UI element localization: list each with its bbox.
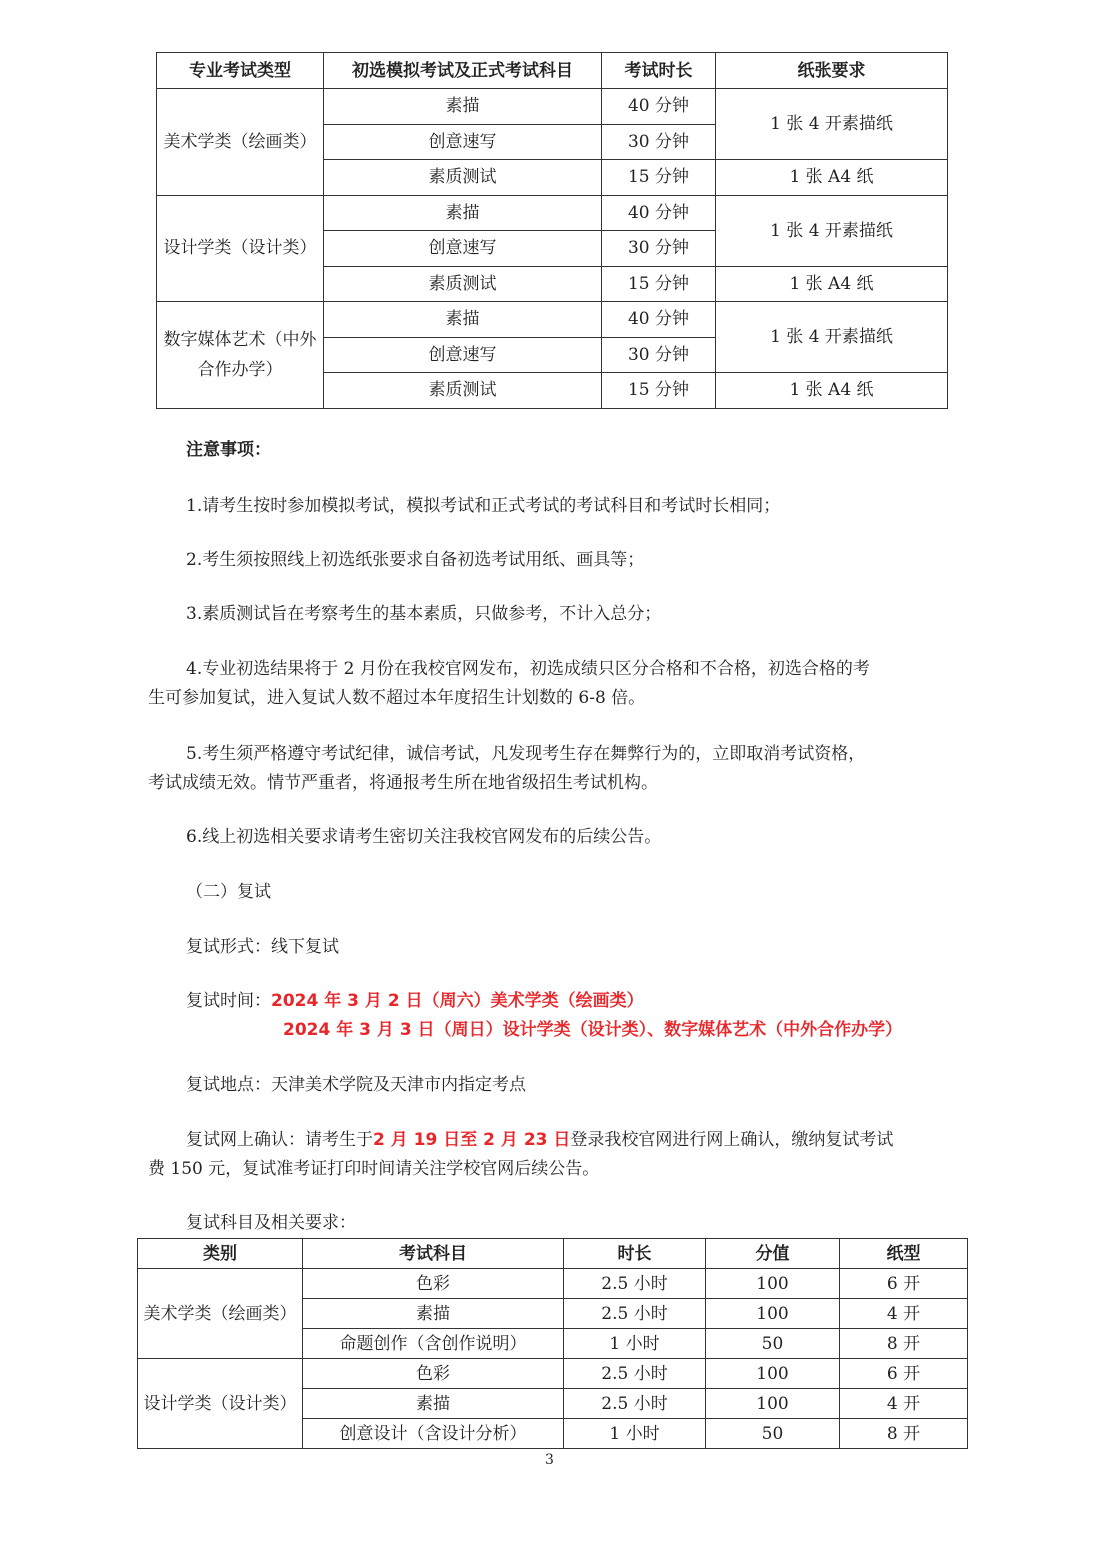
duration-cell: 30 分钟 — [602, 337, 716, 373]
retest-time-label: 复试时间： — [186, 991, 271, 1011]
note-item: 1.请考生按时参加模拟考试，模拟考试和正式考试的考试科目和考试时长相同； — [186, 496, 781, 516]
subject-cell: 素质测试 — [324, 266, 602, 302]
duration-cell: 30 分钟 — [602, 124, 716, 160]
section-title: （二）复试 — [186, 882, 271, 902]
category-cell: 设计学类（设计类） — [138, 1359, 303, 1449]
duration-cell: 2.5 小时 — [564, 1299, 706, 1329]
duration-cell: 40 分钟 — [602, 302, 716, 338]
duration-cell: 15 分钟 — [602, 266, 716, 302]
subject-cell: 创意速写 — [324, 231, 602, 267]
score-cell: 50 — [706, 1419, 840, 1449]
paper-cell: 8 开 — [840, 1329, 968, 1359]
subject-cell: 创意速写 — [324, 124, 602, 160]
header-cell: 纸型 — [840, 1239, 968, 1269]
note-item: 3.素质测试旨在考察考生的基本素质，只做参考，不计入总分； — [186, 604, 662, 624]
header-cell: 专业考试类型 — [157, 53, 324, 89]
table-row — [157, 89, 948, 125]
retest-form-value: 线下复试 — [271, 937, 339, 957]
category-cell: 数字媒体艺术（中外合作办学） — [157, 302, 324, 409]
retest-time-line1: 2024 年 3 月 2 日（周六）美术学类（绘画类） — [271, 991, 644, 1011]
duration-cell: 15 分钟 — [602, 373, 716, 409]
duration-cell: 2.5 小时 — [564, 1359, 706, 1389]
paper-cell: 1 张 A4 纸 — [716, 160, 948, 196]
paper-cell: 6 开 — [840, 1359, 968, 1389]
subject-cell: 素描 — [303, 1389, 564, 1419]
retest-form — [186, 933, 339, 962]
note-item: 6.线上初选相关要求请考生密切关注我校官网发布的后续公告。 — [186, 827, 662, 847]
preliminary-exam-table — [156, 52, 948, 409]
header-cell: 初选模拟考试及正式考试科目 — [324, 53, 602, 89]
score-cell: 100 — [706, 1269, 840, 1299]
table-row — [157, 195, 948, 231]
duration-cell: 30 分钟 — [602, 231, 716, 267]
subject-cell: 素描 — [324, 89, 602, 125]
score-cell: 100 — [706, 1299, 840, 1329]
score-cell: 100 — [706, 1359, 840, 1389]
header-cell: 考试科目 — [303, 1239, 564, 1269]
table-row — [157, 302, 948, 338]
retest-time — [186, 987, 644, 1016]
note-item: 生可参加复试，进入复试人数不超过本年度招生计划数的 6-8 倍。 — [148, 688, 646, 708]
retest-confirm-label: 复试网上确认：请考生于 — [186, 1130, 373, 1150]
subject-cell: 素描 — [303, 1299, 564, 1329]
retest-place-value: 天津美术学院及天津市内指定考点 — [271, 1075, 526, 1095]
category-cell: 美术学类（绘画类） — [138, 1269, 303, 1359]
paper-cell: 1 张 A4 纸 — [716, 266, 948, 302]
subject-cell: 素描 — [324, 195, 602, 231]
note-item: 考试成绩无效。情节严重者，将通报考生所在地省级招生考试机构。 — [148, 773, 658, 793]
subject-cell: 素质测试 — [324, 373, 602, 409]
subject-cell: 创意设计（含设计分析） — [303, 1419, 564, 1449]
subject-cell: 命题创作（含创作说明） — [303, 1329, 564, 1359]
retest-subjects-table — [137, 1238, 968, 1449]
table-header-row — [157, 53, 948, 89]
table-row — [138, 1359, 968, 1389]
paper-cell: 4 开 — [840, 1389, 968, 1419]
note-item: 5.考生须严格遵守考试纪律，诚信考试，凡发现考生存在舞弊行为的，立即取消考试资格， — [186, 744, 866, 764]
header-cell: 时长 — [564, 1239, 706, 1269]
retest-confirm-dates: 2 月 19 日至 2 月 23 日 — [373, 1130, 571, 1150]
header-cell: 考试时长 — [602, 53, 716, 89]
paper-cell: 1 张 4 开素描纸 — [716, 302, 948, 373]
duration-cell: 1 小时 — [564, 1419, 706, 1449]
header-cell: 分值 — [706, 1239, 840, 1269]
paper-cell: 8 开 — [840, 1419, 968, 1449]
retest-form-label: 复试形式： — [186, 937, 271, 957]
duration-cell: 2.5 小时 — [564, 1269, 706, 1299]
paper-cell: 1 张 4 开素描纸 — [716, 195, 948, 266]
retest-confirm — [186, 1126, 893, 1155]
retest-confirm-rest: 登录我校官网进行网上确认，缴纳复试考试 — [570, 1130, 894, 1150]
retest-subjects-label: 复试科目及相关要求： — [186, 1213, 356, 1233]
paper-cell: 1 张 A4 纸 — [716, 373, 948, 409]
table-row — [138, 1269, 968, 1299]
notes-heading: 注意事项： — [186, 440, 271, 460]
category-cell: 美术学类（绘画类） — [157, 89, 324, 196]
duration-cell: 2.5 小时 — [564, 1389, 706, 1419]
retest-place — [186, 1071, 526, 1100]
category-cell: 设计学类（设计类） — [157, 195, 324, 302]
subject-cell: 素描 — [324, 302, 602, 338]
header-cell: 纸张要求 — [716, 53, 948, 89]
retest-time-line2: 2024 年 3 月 3 日（周日）设计学类（设计类）、数字媒体艺术（中外合作办学） — [283, 1020, 903, 1040]
subject-cell: 色彩 — [303, 1359, 564, 1389]
score-cell: 100 — [706, 1389, 840, 1419]
note-item: 2.考生须按照线上初选纸张要求自备初选考试用纸、画具等； — [186, 550, 645, 570]
duration-cell: 15 分钟 — [602, 160, 716, 196]
duration-cell: 40 分钟 — [602, 195, 716, 231]
subject-cell: 色彩 — [303, 1269, 564, 1299]
duration-cell: 1 小时 — [564, 1329, 706, 1359]
paper-cell: 1 张 4 开素描纸 — [716, 89, 948, 160]
retest-confirm-line2: 费 150 元，复试准考证打印时间请关注学校官网后续公告。 — [148, 1159, 600, 1179]
paper-cell: 4 开 — [840, 1299, 968, 1329]
note-item: 4.专业初选结果将于 2 月份在我校官网发布，初选成绩只区分合格和不合格，初选合格的考 — [186, 659, 870, 679]
header-cell: 类别 — [138, 1239, 303, 1269]
page-number: 3 — [545, 1452, 554, 1468]
paper-cell: 6 开 — [840, 1269, 968, 1299]
subject-cell: 素质测试 — [324, 160, 602, 196]
score-cell: 50 — [706, 1329, 840, 1359]
table-header-row — [138, 1239, 968, 1269]
retest-place-label: 复试地点： — [186, 1075, 271, 1095]
subject-cell: 创意速写 — [324, 337, 602, 373]
duration-cell: 40 分钟 — [602, 89, 716, 125]
